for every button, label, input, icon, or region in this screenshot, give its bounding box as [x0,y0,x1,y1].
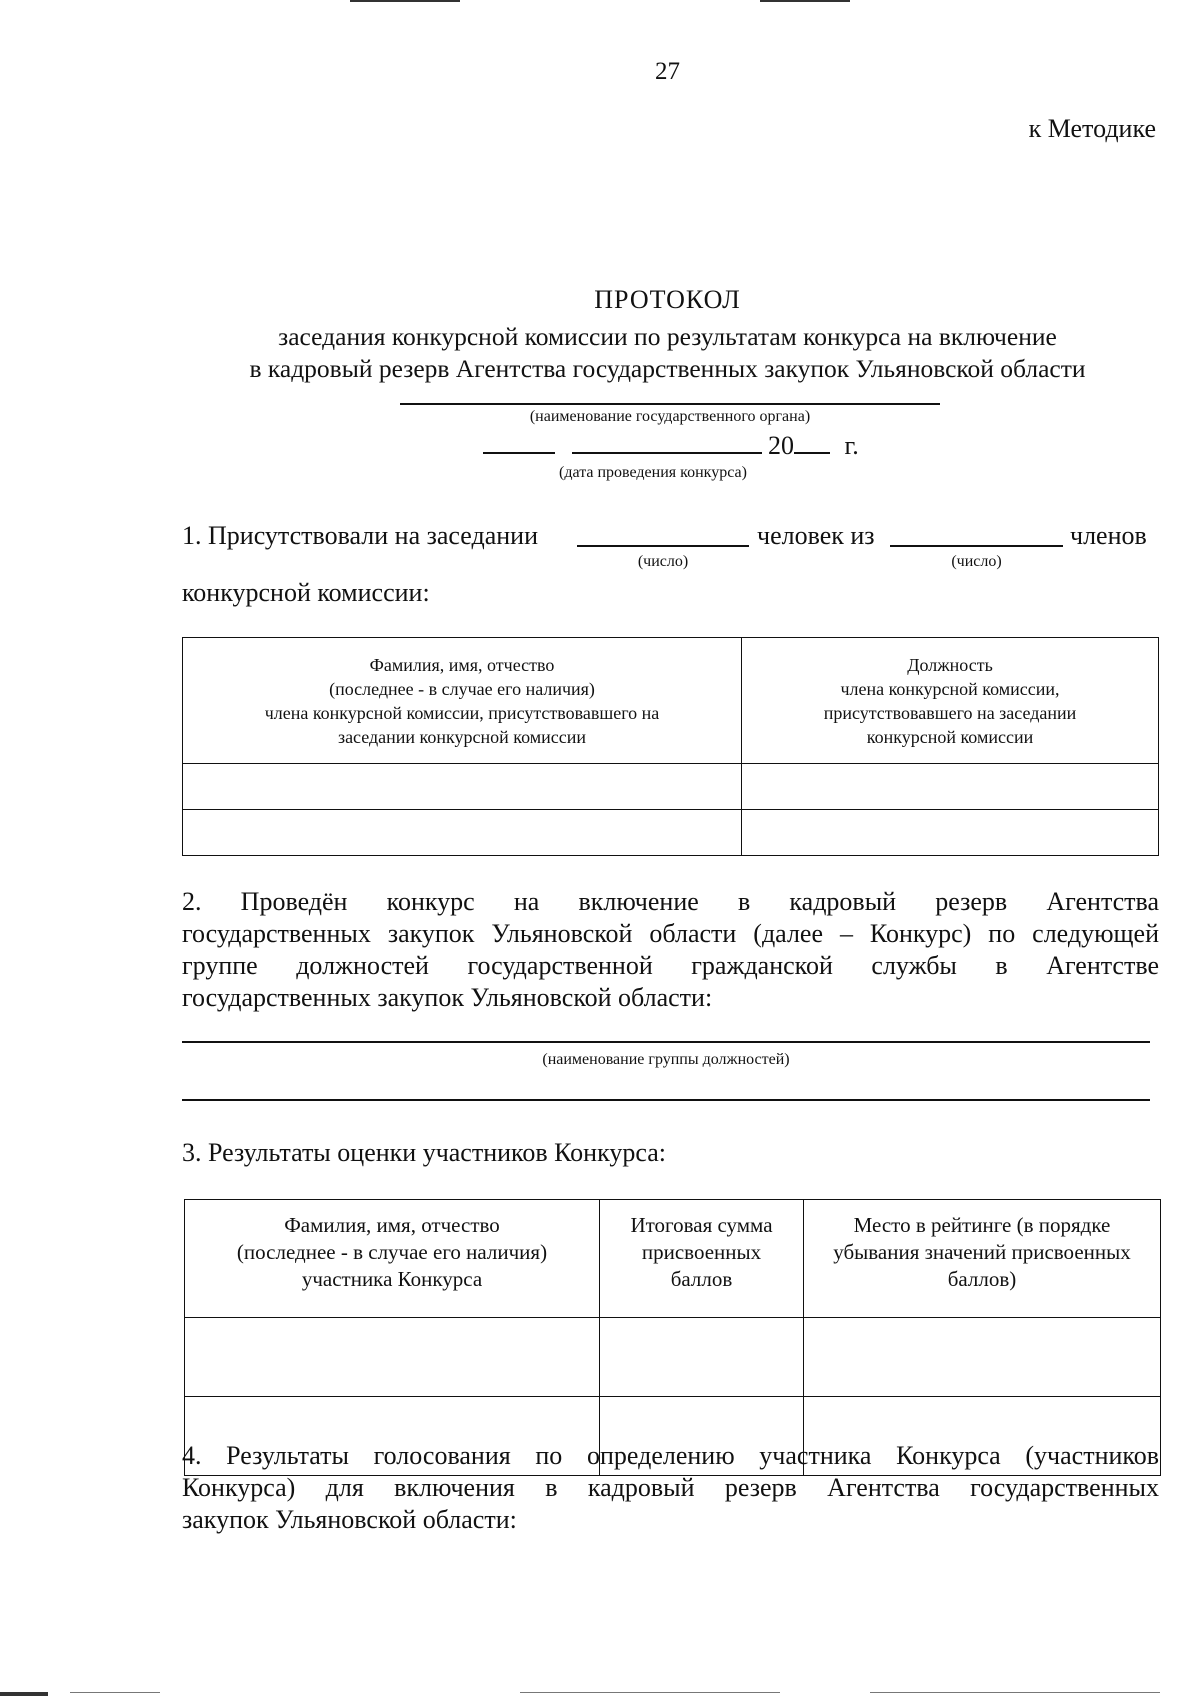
table-cell [183,764,742,810]
day-blank [483,430,555,454]
section3-heading: 3. Результаты оценки участников Конкурса: [182,1138,666,1167]
header-line: Место в рейтинге (в порядке [853,1213,1111,1237]
header-line: члена конкурсной комиссии, присутствовавшего на [264,702,660,723]
page-number: 27 [655,58,680,85]
header-line: присвоенных [641,1240,762,1264]
scan-artifact [520,1692,780,1693]
subtitle-line: заседания конкурсной комиссии по результатам конкурса на включение [278,322,1057,351]
position-group-caption: (наименование группы должностей) [542,1051,790,1068]
org-name-line [400,403,940,405]
document-title: ПРОТОКОЛ [594,285,741,314]
subtitle-line: в кадровый резерв Агентства государственных закупок Ульяновской области [249,354,1086,383]
section2-line: государственных закупок Ульяновской области (далее – Конкурс) по следующей [182,919,1159,948]
section1-suffix: членов [1070,521,1147,550]
date-caption: (дата проведения конкурса) [559,464,747,481]
section1-second-line: конкурсной комиссии: [182,578,430,607]
position-group-line-2 [182,1099,1150,1101]
header-line: Фамилия, имя, отчество [284,1213,500,1237]
date-suffix: г. [844,431,859,460]
date-year: 20 [768,431,794,460]
total-count-blank [890,545,1063,547]
results-table [184,1199,1161,1476]
table-row [185,1318,1161,1397]
scan-artifact [350,0,460,2]
attended-count-blank [577,545,749,547]
attended-count-caption: (число) [637,553,689,570]
header-line: (последнее - в случае его наличия) [329,678,595,699]
table-cell [185,1318,600,1397]
header-line: конкурсной комиссии [866,726,1034,747]
rating-place-header [804,1200,1161,1318]
table-header-row [183,638,1159,764]
header-line: убывания значений присвоенных [833,1240,1131,1264]
header-line: Должность [907,654,993,675]
org-name-caption: (наименование государственного органа) [529,408,811,425]
header-line: баллов) [947,1267,1017,1291]
table-header-row [185,1200,1161,1318]
table-row [183,810,1159,856]
section2-line: государственных закупок Ульяновской области: [182,983,713,1012]
table-cell [600,1318,804,1397]
section2-text [182,886,1159,1014]
table-cell [742,764,1159,810]
scan-artifact [0,1692,48,1696]
section4-line: закупок Ульяновской области: [182,1505,517,1534]
date-line [483,430,859,461]
scan-artifact [870,1692,1160,1693]
header-line: Итоговая сумма [630,1213,773,1237]
table-cell [183,810,742,856]
scan-artifact [760,0,850,2]
scan-artifact [70,1692,160,1693]
section4-line: 4. Результаты голосования по определению участника Конкурса (участников [182,1441,1159,1470]
section2-line: 2. Проведён конкурс на включение в кадровый резерв Агентства [182,887,1159,916]
table-cell [742,810,1159,856]
section2-line: группе должностей государственной гражданской службы в Агентстве [182,951,1159,980]
member-position-header [742,638,1159,764]
section1-middle: человек из [757,521,875,550]
header-line: члена конкурсной комиссии, [840,678,1060,699]
header-line: присутствовавшего на заседании [823,702,1077,723]
document-subtitle [160,321,1175,385]
participant-name-header [185,1200,600,1318]
header-line: участника Конкурса [301,1267,483,1291]
member-name-header [183,638,742,764]
header-line: Фамилия, имя, отчество [369,654,555,675]
total-score-header [600,1200,804,1318]
year-blank [794,430,830,454]
month-blank [572,430,762,454]
header-line: баллов [670,1267,733,1291]
table-row [183,764,1159,810]
attendees-table [182,637,1159,856]
position-group-line [182,1041,1150,1043]
section4-line: Конкурса) для включения в кадровый резерв Агентства государственных [182,1473,1159,1502]
header-line: (последнее - в случае его наличия) [236,1240,548,1264]
header-line: заседании конкурсной комиссии [337,726,587,747]
section4-text [182,1440,1159,1536]
table-cell [804,1318,1161,1397]
section1-prefix: 1. Присутствовали на заседании [182,521,538,550]
appendix-reference: к Методике [1028,114,1156,143]
total-count-caption: (число) [951,553,1002,570]
